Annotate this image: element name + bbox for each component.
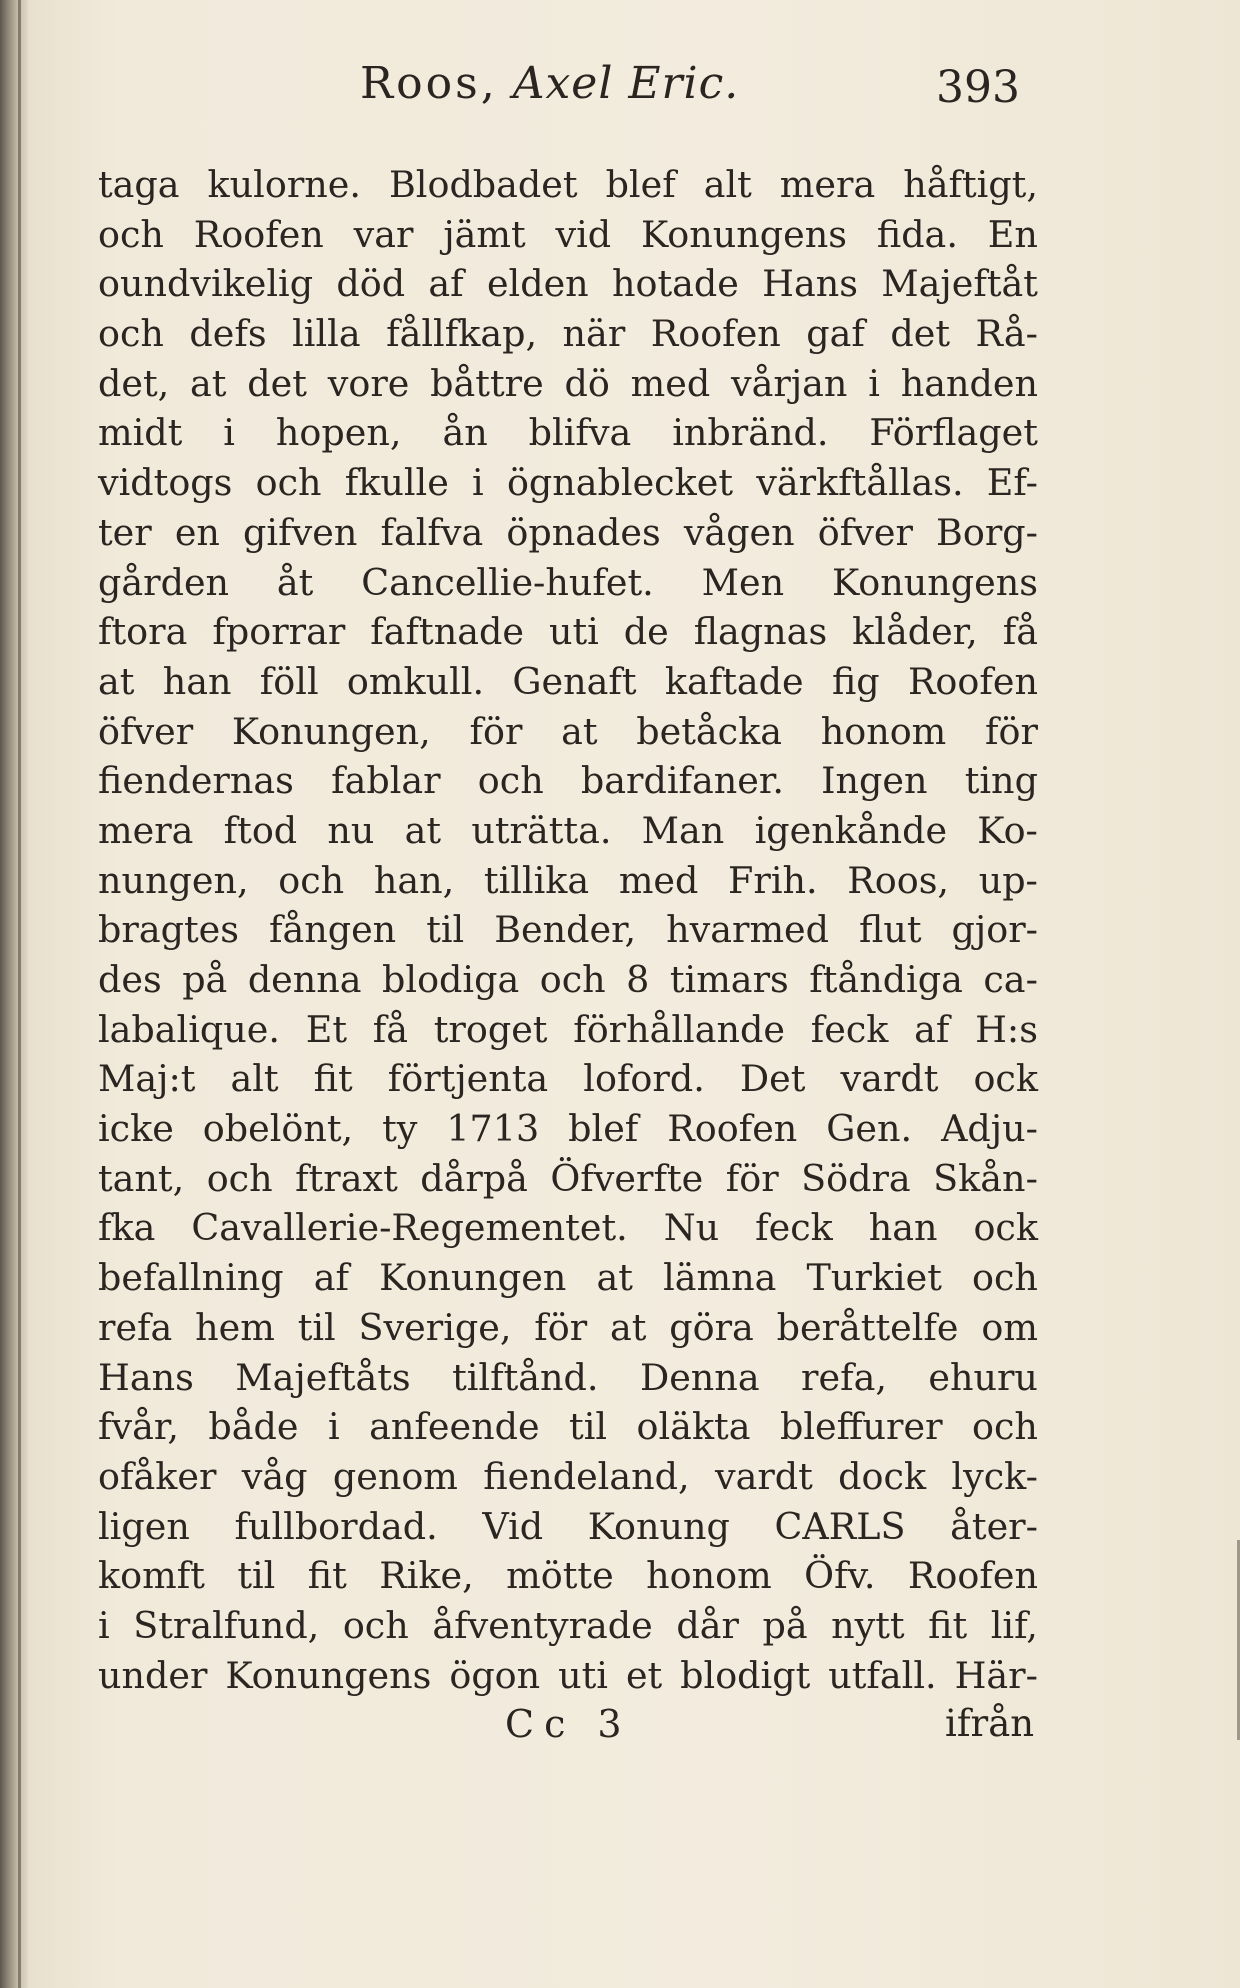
word: midt (98, 411, 183, 455)
word: anfeende (369, 1405, 540, 1449)
word: up- (978, 858, 1038, 902)
word: fkulle (344, 461, 449, 505)
word: icke (98, 1107, 174, 1151)
word: af (313, 1256, 350, 1300)
word: ock (973, 1057, 1038, 1101)
word: de (623, 610, 669, 654)
word: Här- (954, 1653, 1038, 1697)
word: bardifaner. (580, 759, 784, 803)
page-footer (0, 1702, 1240, 1762)
word: på (182, 958, 228, 1001)
word: Man (641, 808, 725, 852)
word: gaf (806, 312, 865, 356)
word: fiendernas (98, 759, 294, 803)
word: åter- (950, 1504, 1038, 1548)
word: Blodbadet (388, 163, 578, 206)
word: för (469, 709, 523, 753)
word: refa (98, 1305, 173, 1349)
word: våg (241, 1454, 308, 1498)
word: göra (669, 1305, 754, 1349)
word: ligen (98, 1504, 190, 1548)
word: nungen, (98, 858, 249, 902)
word: Förflaget (869, 411, 1038, 455)
word: loford. (583, 1057, 705, 1101)
word: ofåker (98, 1454, 217, 1498)
text-line (98, 508, 1038, 558)
word: timars (669, 958, 789, 1001)
word: Majeftåts (235, 1355, 411, 1399)
word: vore (327, 361, 410, 405)
word: under (98, 1653, 208, 1697)
word: omkull. (346, 659, 485, 703)
word: tillika (483, 858, 590, 902)
word: Gen. (826, 1107, 913, 1151)
text-line (98, 259, 1038, 309)
word: i (223, 411, 235, 455)
word: falfva (380, 510, 484, 554)
word: Roofen (193, 212, 324, 256)
word: Konungens (831, 560, 1038, 604)
word: mera (779, 163, 876, 206)
word: Frih. (728, 858, 818, 902)
word: och (971, 1256, 1038, 1300)
word: lilla (292, 312, 361, 356)
word: ögon (449, 1653, 541, 1697)
word: dårpå (420, 1156, 528, 1200)
word: bragtes (98, 908, 239, 952)
word: handen (900, 361, 1038, 405)
word: Cancellie-hufet. (361, 560, 654, 604)
word: håftigt, (903, 163, 1038, 206)
word: Men (701, 560, 785, 604)
text-line (98, 1402, 1038, 1452)
word: öfver (98, 709, 194, 753)
word: fida. (876, 212, 958, 256)
word: at (190, 361, 227, 405)
word: Öfverfte (550, 1156, 704, 1200)
word: om (981, 1305, 1038, 1349)
word: det, (98, 361, 170, 405)
text-line (98, 1601, 1038, 1651)
text-line (98, 1651, 1038, 1701)
word: vidtogs (98, 461, 233, 505)
word: ca- (983, 958, 1038, 1001)
word: Ef- (986, 461, 1038, 505)
text-line (98, 558, 1038, 608)
word: blifva (528, 411, 632, 455)
word: igenkånde (754, 808, 948, 852)
word: bleffurer (779, 1405, 943, 1449)
word: Konungens (641, 212, 848, 256)
page-number: 393 (936, 62, 1020, 113)
catchword: ifrån (945, 1702, 1035, 1745)
word: tilftånd. (452, 1355, 599, 1399)
word: förtjenta (387, 1057, 549, 1101)
word: faftnade (370, 610, 524, 654)
word: En (987, 212, 1038, 256)
word: ehuru (928, 1355, 1038, 1399)
word: Borg- (936, 510, 1038, 554)
word: ftraxt (295, 1156, 398, 1200)
running-head-name: Roos, (360, 58, 498, 109)
text-line (98, 657, 1038, 707)
word: inbränd. (672, 411, 829, 455)
word: få (1002, 610, 1038, 654)
word: nu (327, 808, 375, 852)
word: död (336, 262, 406, 306)
text-line (98, 756, 1038, 806)
word: Stralfund, (133, 1603, 320, 1647)
word: denna (247, 958, 362, 1001)
word: Konungens (225, 1653, 432, 1697)
word: Hans (762, 262, 858, 306)
text-line (98, 905, 1038, 955)
word: vid (555, 212, 612, 256)
word: at (98, 659, 135, 703)
word: han (868, 1206, 938, 1250)
word: blef (605, 163, 676, 206)
word: ter (98, 510, 152, 554)
word: med (630, 361, 711, 405)
text-line (98, 408, 1038, 458)
word: mera (98, 808, 194, 852)
word: dö (564, 361, 610, 405)
word: vardt (840, 1057, 939, 1101)
word: var (353, 212, 414, 256)
word: beråttelfe (776, 1305, 959, 1349)
word: nytt (831, 1603, 905, 1647)
text-line (98, 160, 1038, 210)
word: ögnablecket (506, 461, 734, 505)
word: det (890, 312, 951, 356)
word: honom (820, 709, 947, 753)
word: lämna (663, 1256, 777, 1300)
signature-mark: Cc 3 (505, 1702, 632, 1746)
word: och (98, 312, 164, 356)
text-line (98, 1054, 1038, 1104)
word: gården (98, 560, 230, 604)
word: til (237, 1554, 276, 1598)
word: til (569, 1405, 608, 1449)
word: blodiga (382, 958, 520, 1001)
text-line (98, 309, 1038, 359)
word: Majeftåt (881, 262, 1038, 306)
word: en (174, 510, 220, 554)
text-line (98, 1253, 1038, 1303)
text-line (98, 1551, 1038, 1601)
text-line (98, 607, 1038, 657)
word: och (972, 1405, 1038, 1449)
word: honom (646, 1554, 772, 1598)
word: at (596, 1256, 633, 1300)
word: fiendeland, (483, 1454, 690, 1498)
word: vardt (714, 1454, 813, 1498)
word: ftora (98, 610, 188, 654)
text-line (98, 1005, 1038, 1055)
word: befallning (98, 1256, 284, 1300)
word: han (162, 659, 232, 703)
word: mötte (506, 1554, 614, 1598)
word: Et (305, 1007, 348, 1051)
word: och (278, 858, 345, 902)
word: öpnades (506, 510, 661, 554)
word: fit (307, 1554, 347, 1598)
word: fvår, (98, 1405, 179, 1449)
word: oläkta (636, 1405, 751, 1449)
word: få (372, 1007, 409, 1051)
word: Roofen (907, 1554, 1038, 1598)
text-line (98, 856, 1038, 906)
word: för (725, 1156, 779, 1200)
word: defs (189, 312, 267, 356)
word: lyck- (951, 1454, 1038, 1498)
word: Rå- (975, 312, 1038, 356)
word: när (562, 312, 626, 356)
word: CARLS (774, 1504, 906, 1548)
word: ting (964, 759, 1038, 803)
word: des (98, 958, 162, 1001)
word: Sverige, (358, 1305, 512, 1349)
word: Konungen (379, 1256, 567, 1300)
word: Genaft (512, 659, 637, 703)
word: Hans (98, 1355, 194, 1399)
text-line (98, 707, 1038, 757)
word: Rike, (379, 1554, 474, 1598)
text-line (98, 458, 1038, 508)
word: fullbordad. (234, 1504, 438, 1548)
word: för (985, 709, 1038, 753)
word: kaftade (664, 659, 804, 703)
word: ty (382, 1107, 418, 1151)
word: at (561, 709, 598, 753)
word: Skån- (933, 1156, 1038, 1200)
word: vågen (683, 510, 795, 554)
word: Roofen (667, 1107, 798, 1151)
word: åt (276, 560, 314, 604)
word: af (914, 1007, 950, 1051)
word: dock (838, 1454, 927, 1498)
word: åfventyrade (432, 1603, 653, 1647)
text-line (98, 1502, 1038, 1552)
word: i (868, 361, 880, 405)
word: kulorne. (207, 163, 361, 206)
word: fången (268, 908, 397, 952)
text-line (98, 806, 1038, 856)
word: värkftållas. (756, 461, 964, 505)
word: gifven (243, 510, 358, 554)
word: ån (442, 411, 488, 455)
word: ftåndiga (809, 958, 963, 1001)
body-text (98, 160, 1038, 1700)
word: genom (332, 1454, 458, 1498)
word: 1713 (446, 1107, 540, 1151)
word: Konung (587, 1504, 730, 1548)
word: et (625, 1653, 663, 1697)
word: betåcka (636, 709, 782, 753)
word: fit (313, 1057, 353, 1101)
word: och (206, 1156, 273, 1200)
word: Maj:t (98, 1057, 196, 1101)
word: Turkiet (806, 1256, 942, 1300)
word: taga (98, 163, 180, 206)
word: Det (739, 1057, 806, 1101)
word: tant, (98, 1156, 185, 1200)
page-gutter (0, 0, 28, 1988)
word: öfver (817, 510, 913, 554)
word: Cavallerie-Regementet. (191, 1206, 628, 1250)
text-line (98, 1203, 1038, 1253)
word: Bender, (494, 908, 637, 952)
word: fporrar (212, 610, 346, 654)
text-line (98, 359, 1038, 409)
text-line (98, 1104, 1038, 1154)
word: hem (195, 1305, 275, 1349)
word: uti (558, 1653, 608, 1697)
word: oundvikelig (98, 262, 314, 306)
word: fig (831, 659, 880, 703)
word: uträtta. (471, 808, 612, 852)
word: i (98, 1603, 110, 1647)
word: med (618, 858, 699, 902)
text-line (98, 1154, 1038, 1204)
word: feck (810, 1007, 889, 1051)
page-header (360, 58, 1040, 118)
word: hopen, (275, 411, 402, 455)
word: til (297, 1305, 336, 1349)
word: Södra (801, 1156, 911, 1200)
word: Roofen (650, 312, 781, 356)
word: fit (928, 1603, 968, 1647)
word: labalique. (98, 1007, 280, 1051)
word: på (762, 1603, 808, 1647)
word: blodigt (680, 1653, 811, 1697)
word: Nu (663, 1206, 720, 1250)
running-head-italic: Axel Eric. (512, 58, 740, 109)
word: vårjan (731, 361, 848, 405)
word: Roos, (847, 858, 950, 902)
word: Adju- (941, 1107, 1038, 1151)
word: alt (230, 1057, 279, 1101)
word: fablar (331, 759, 441, 803)
word: at (610, 1305, 647, 1349)
word: Vid (482, 1504, 544, 1548)
word: H:s (975, 1007, 1038, 1051)
word: båttre (430, 361, 544, 405)
word: til (426, 908, 465, 952)
word: hotade (611, 262, 739, 306)
word: lif, (990, 1603, 1038, 1647)
word: föll (259, 659, 319, 703)
gutter-line (18, 0, 21, 1988)
word: refa, (801, 1355, 887, 1399)
word: Denna (639, 1355, 760, 1399)
word: Roofen (907, 659, 1038, 703)
word: Ko- (977, 808, 1038, 852)
word: och (477, 759, 544, 803)
word: utfall. (828, 1653, 937, 1697)
word: och (255, 461, 322, 505)
word: klåder, (852, 610, 978, 654)
word: både (208, 1405, 299, 1449)
word: jämt (443, 212, 526, 256)
text-line (98, 955, 1038, 1005)
word: obelönt, (202, 1107, 354, 1151)
word: i (472, 461, 484, 505)
word: troget (433, 1007, 548, 1051)
word: af (428, 262, 464, 306)
word: han, (373, 858, 455, 902)
text-line (98, 1353, 1038, 1403)
text-line (98, 210, 1038, 260)
word: Ingen (821, 759, 928, 803)
word: elden (486, 262, 589, 306)
word: i (327, 1405, 340, 1449)
word: gjor- (951, 908, 1038, 952)
text-line (98, 1452, 1038, 1502)
word: flut (859, 908, 922, 952)
word: blef (568, 1107, 639, 1151)
word: Öfv. (804, 1554, 876, 1598)
word: fållfkap, (386, 312, 538, 356)
text-line (98, 1303, 1038, 1353)
word: 8 (626, 958, 650, 1001)
running-head (360, 58, 739, 109)
word: för (534, 1305, 588, 1349)
word: feck (755, 1206, 833, 1250)
word: fka (98, 1206, 156, 1250)
word: uti (548, 610, 599, 654)
word: ftod (223, 808, 298, 852)
word: komft (98, 1554, 205, 1598)
word: och (98, 212, 164, 256)
word: at (404, 808, 442, 852)
word: hvarmed (666, 908, 830, 952)
word: ock (973, 1206, 1038, 1250)
word: och (539, 958, 606, 1001)
word: dår (676, 1603, 739, 1647)
word: förhållande (573, 1007, 785, 1051)
word: flagnas (693, 610, 828, 654)
word: alt (703, 163, 752, 206)
word: det (247, 361, 307, 405)
word: Konungen, (231, 709, 431, 753)
word: och (342, 1603, 409, 1647)
